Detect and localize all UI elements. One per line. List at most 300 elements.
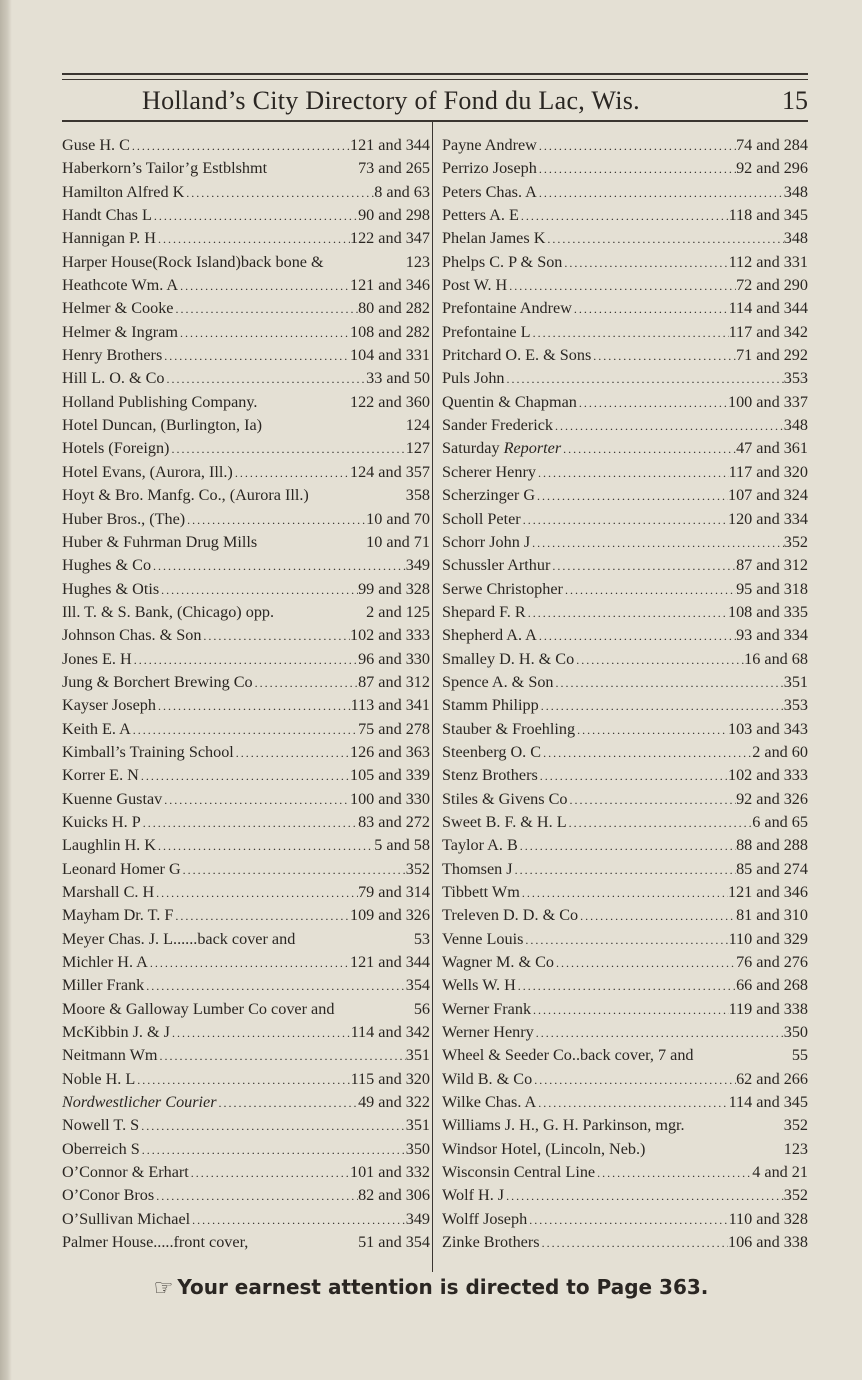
dot-leader (530, 532, 784, 554)
index-entry (442, 1161, 808, 1184)
dot-leader (541, 742, 752, 764)
dot-leader (132, 649, 358, 671)
entry-name: Jung & Borchert Brewing Co (62, 672, 253, 691)
dot-leader (535, 485, 728, 507)
entry-page-ref: 123 (783, 1139, 808, 1158)
dot-leader (165, 368, 367, 390)
entry-page-ref: 348 (783, 229, 808, 248)
entry-name: Henry Brothers (62, 346, 163, 365)
entry-name: Neitmann Wm (62, 1046, 158, 1065)
dot-leader (154, 1185, 358, 1207)
dot-leader (595, 1162, 752, 1184)
dot-leader (550, 555, 736, 577)
entry-page-ref: 120 and 334 (727, 509, 808, 528)
entry-page-ref: 80 and 282 (358, 299, 430, 318)
entry-name: Ill. T. & S. Bank, (Chicago) opp. (62, 602, 275, 621)
entry-page-ref: 2 and 125 (366, 602, 430, 621)
pointing-hand-icon: ☞ (153, 1276, 174, 1301)
entry-page-ref: 76 and 276 (736, 953, 808, 972)
index-entry (442, 998, 808, 1021)
entry-name: Zinke Brothers (442, 1233, 540, 1252)
entry-name: Huber & Fuhrman Drug Mills (62, 532, 258, 551)
index-entry (62, 321, 430, 344)
entry-name: Kimball’s Training School (62, 742, 234, 761)
index-entry (62, 1091, 430, 1114)
entry-page-ref: 93 and 334 (736, 626, 808, 645)
entry-name: Puls John (442, 369, 505, 388)
entry-page-ref: 352 (783, 532, 808, 551)
index-entry (442, 157, 808, 180)
entry-name: Nordwestlicher Courier (62, 1093, 217, 1112)
dot-leader (141, 812, 358, 834)
entry-page-ref: 121 and 344 (349, 953, 430, 972)
index-entry (442, 321, 808, 344)
entry-page-ref: 16 and 68 (744, 649, 808, 668)
left-column-index (62, 134, 430, 1255)
entry-page-ref: 55 (791, 1046, 808, 1065)
entry-page-ref: 352 (783, 1116, 808, 1135)
index-entry (62, 1021, 430, 1044)
entry-name: Wild B. & Co (442, 1069, 533, 1088)
entry-page-ref: 115 and 320 (350, 1069, 430, 1088)
index-entry (442, 274, 808, 297)
entry-page-ref: 53 (413, 929, 430, 948)
entry-name: Hotel Duncan, (Burlington, Ia) (62, 416, 263, 435)
entry-name: Hughes & Otis (62, 579, 160, 598)
entry-page-ref: 90 and 298 (358, 206, 430, 225)
index-entry (442, 974, 808, 997)
entry-name: Peters Chas. A (442, 182, 537, 201)
entry-name: Stenz Brothers (442, 766, 538, 785)
index-entry (442, 648, 808, 671)
dot-leader (567, 812, 753, 834)
index-entry (442, 928, 808, 951)
entry-name: Thomsen J (442, 859, 513, 878)
header-rule-top-thin (62, 79, 808, 80)
entry-name: Meyer Chas. J. L......back cover and (62, 929, 296, 948)
dot-leader (144, 975, 405, 997)
entry-name: Palmer House.....front cover, (62, 1233, 249, 1252)
entry-page-ref: 72 and 290 (736, 276, 808, 295)
entry-page-ref: 4 and 21 (752, 1163, 808, 1182)
entry-name: Schorr John J (442, 532, 531, 551)
dot-leader (170, 1022, 351, 1044)
dot-leader (519, 205, 729, 227)
entry-name: Moore & Galloway Lumber Co cover and (62, 999, 335, 1018)
entry-page-ref: 104 and 331 (349, 346, 430, 365)
entry-page-ref: 349 (405, 1209, 430, 1228)
entry-page-ref: 126 and 363 (349, 742, 430, 761)
entry-name: Saturday (442, 439, 500, 458)
index-entry (62, 1114, 430, 1137)
index-entry (442, 1091, 808, 1114)
right-column-index (442, 134, 808, 1255)
dot-leader (527, 1209, 728, 1231)
entry-name: Johnson Chas. & Son (62, 626, 202, 645)
dot-leader (518, 835, 736, 857)
entry-name: Payne Andrew (442, 136, 537, 154)
entry-name: Williams J. H., G. H. Parkinson, mgr. (442, 1116, 685, 1135)
entry-page-ref: 74 and 284 (736, 136, 808, 154)
entry-page-ref: 114 and 345 (728, 1093, 808, 1112)
index-entry (62, 1161, 430, 1184)
dot-leader (135, 1069, 350, 1091)
entry-name: Kuicks H. P (62, 812, 141, 831)
entry-page-ref: 71 and 292 (736, 346, 808, 365)
dot-leader (159, 579, 358, 601)
entry-page-ref: 107 and 324 (727, 486, 808, 505)
entry-page-ref: 110 and 328 (728, 1209, 808, 1228)
entry-page-ref: 354 (405, 976, 430, 995)
entry-name: Wagner M. & Co (442, 953, 554, 972)
entry-name: Hannigan P. H (62, 229, 156, 248)
index-entry (62, 811, 430, 834)
entry-name: Hotel Evans, (Aurora, Ill.) (62, 462, 233, 481)
index-entry (62, 671, 430, 694)
entry-page-ref: 88 and 288 (736, 836, 808, 855)
entry-page-ref: 96 and 330 (358, 649, 430, 668)
index-entry (62, 1231, 430, 1254)
entry-page-ref: 353 (783, 369, 808, 388)
entry-page-ref: 352 (783, 1186, 808, 1205)
header-rule-bottom (62, 120, 808, 122)
entry-page-ref: 108 and 282 (349, 322, 430, 341)
dot-leader (554, 952, 736, 974)
entry-name: Wheel & Seeder Co..back cover, 7 and (442, 1046, 694, 1065)
entry-page-ref: 109 and 326 (349, 906, 430, 925)
entry-page-ref: 124 and 357 (349, 462, 430, 481)
index-entry (442, 414, 808, 437)
entry-name: Post W. H (442, 276, 508, 295)
page-number: 15 (782, 86, 808, 115)
index-entry (442, 951, 808, 974)
index-entry (442, 671, 808, 694)
entry-page-ref: 47 and 361 (736, 439, 808, 458)
dot-leader (184, 182, 374, 204)
index-entry (62, 274, 430, 297)
index-entry (442, 624, 808, 647)
entry-page-ref: 51 and 354 (358, 1233, 430, 1252)
index-entry (442, 601, 808, 624)
index-entry (442, 1021, 808, 1044)
index-entry (62, 624, 430, 647)
page-binding-edge (0, 0, 12, 1380)
entry-page-ref: 349 (405, 556, 430, 575)
index-entry (442, 904, 808, 927)
entry-page-ref: 110 and 329 (728, 929, 808, 948)
dot-leader (577, 392, 728, 414)
dot-leader (531, 999, 729, 1021)
entry-name: Pritchard O. E. & Sons (442, 346, 592, 365)
index-entry (62, 764, 430, 787)
entry-page-ref: 87 and 312 (358, 672, 430, 691)
entry-page-ref: 352 (405, 859, 430, 878)
index-entry (62, 134, 430, 157)
entry-name: Hill L. O. & Co (62, 369, 165, 388)
dot-leader (174, 298, 359, 320)
entry-page-ref: 121 and 346 (727, 883, 808, 901)
index-entry (62, 741, 430, 764)
footer-text: Your earnest attention is directed to Page 363. (177, 1275, 709, 1299)
dot-leader (545, 228, 783, 250)
dot-leader (217, 1092, 359, 1114)
entry-page-ref: 348 (783, 182, 808, 201)
entry-name: Scholl Peter (442, 509, 521, 528)
entry-name: Scherzinger G (442, 486, 536, 505)
entry-page-ref: 75 and 278 (358, 719, 430, 738)
index-entry (442, 741, 808, 764)
index-entry (62, 951, 430, 974)
entry-name: Perrizo Joseph (442, 159, 537, 178)
dot-leader (516, 975, 736, 997)
entry-page-ref: 85 and 274 (736, 859, 808, 878)
dot-leader (507, 275, 736, 297)
dot-leader (572, 298, 729, 320)
entry-page-ref: 79 and 314 (358, 883, 430, 901)
entry-name: Wisconsin Central Line (442, 1163, 596, 1182)
entry-name: McKibbin J. & J (62, 1023, 170, 1042)
entry-page-ref: 102 and 333 (349, 626, 430, 645)
dot-leader (151, 555, 406, 577)
entry-page-ref: 56 (413, 999, 430, 1018)
entry-name: Heathcote Wm. A (62, 276, 179, 295)
index-entry (442, 134, 808, 157)
entry-page-ref: 73 and 265 (358, 159, 430, 178)
entry-name: Haberkorn’s Tailor’g Estblshmt (62, 159, 268, 178)
index-entry (62, 928, 430, 951)
entry-name: Wells W. H (442, 976, 516, 995)
entry-name: Michler H. A (62, 953, 148, 972)
index-entry (62, 881, 430, 904)
index-entry (62, 297, 430, 320)
footer-notice (0, 1275, 862, 1301)
index-entry (62, 414, 430, 437)
entry-name: Venne Louis (442, 929, 524, 948)
entry-page-ref: 8 and 63 (374, 182, 430, 201)
entry-name: Laughlin H. K (62, 836, 156, 855)
index-entry (62, 461, 430, 484)
page-header (62, 82, 808, 118)
entry-name: Sweet B. F. & H. L (442, 812, 567, 831)
entry-name: Hoyt & Bro. Manfg. Co., (Aurora Ill.) (62, 486, 309, 505)
index-entry (62, 391, 430, 414)
dot-leader (531, 322, 729, 344)
entry-name: O’Sullivan Michael (62, 1209, 191, 1228)
index-entry (62, 204, 430, 227)
entry-page-ref: 122 and 360 (349, 392, 430, 411)
entry-name: Werner Frank (442, 999, 532, 1018)
dot-leader (178, 275, 350, 297)
dot-leader (156, 228, 350, 250)
dot-leader (152, 205, 358, 227)
entry-page-ref: 106 and 338 (727, 1233, 808, 1252)
entry-page-ref: 124 (405, 416, 430, 435)
index-entry (442, 811, 808, 834)
dot-leader (534, 1022, 784, 1044)
entry-name: O’Conor Bros (62, 1186, 155, 1205)
entry-page-ref: 105 and 339 (349, 766, 430, 785)
entry-page-ref: 92 and 296 (736, 159, 808, 178)
index-entry (442, 204, 808, 227)
entry-page-ref: 2 and 60 (752, 742, 808, 761)
index-entry (442, 391, 808, 414)
index-entry (442, 344, 808, 367)
entry-page-ref: 103 and 343 (727, 719, 808, 738)
dot-leader (526, 602, 728, 624)
entry-page-ref: 95 and 318 (736, 579, 808, 598)
entry-page-ref: 353 (783, 696, 808, 715)
dot-leader (523, 929, 728, 951)
entry-name: Treleven D. D. & Co (442, 906, 579, 925)
index-entry (442, 1184, 808, 1207)
entry-page-ref: 108 and 335 (727, 602, 808, 621)
entry-page-ref: 5 and 58 (374, 836, 430, 855)
entry-page-ref: 100 and 337 (727, 392, 808, 411)
entry-page-ref: 117 and 320 (728, 462, 808, 481)
dot-leader (139, 765, 350, 787)
index-entry (62, 181, 430, 204)
entry-name: Windsor Hotel, (Lincoln, Neb.) (442, 1139, 646, 1158)
entry-name: Handt Chas L (62, 206, 152, 225)
dot-leader (540, 1232, 728, 1254)
entry-page-ref: 81 and 310 (736, 906, 808, 925)
index-entry (442, 764, 808, 787)
entry-name: Noble H. L (62, 1069, 136, 1088)
entry-name: Miller Frank (62, 976, 145, 995)
dot-leader (575, 719, 728, 741)
dot-leader (140, 1139, 406, 1161)
dot-leader (234, 742, 350, 764)
index-entry (442, 1114, 808, 1137)
entry-name: Werner Henry (442, 1023, 534, 1042)
index-entry (62, 484, 430, 507)
entry-name: Phelps C. P & Son (442, 252, 563, 271)
index-entry (62, 1138, 430, 1161)
dot-leader (537, 625, 736, 647)
entry-name: Hamilton Alfred K (62, 182, 185, 201)
index-entry (62, 251, 430, 274)
entry-page-ref: 101 and 332 (349, 1163, 430, 1182)
index-entry (442, 858, 808, 881)
entry-name: Oberreich S (62, 1139, 140, 1158)
dot-leader (156, 835, 374, 857)
entry-name: Taylor A. B (442, 836, 518, 855)
dot-leader (554, 672, 784, 694)
index-entry (62, 998, 430, 1021)
page-title: Holland’s City Directory of Fond du Lac, Wis. (142, 86, 640, 115)
index-entry (442, 694, 808, 717)
index-entry (62, 1068, 430, 1091)
entry-name: Spence A. & Son (442, 672, 554, 691)
entry-page-ref: 127 (405, 439, 430, 458)
dot-leader (169, 438, 405, 460)
index-entry (442, 554, 808, 577)
entry-page-ref: 348 (783, 416, 808, 435)
index-entry (442, 508, 808, 531)
entry-name: Tibbett Wm (442, 883, 520, 901)
dot-leader (538, 765, 728, 787)
entry-page-ref: 92 and 326 (736, 789, 808, 808)
entry-name: Serwe Christopher (442, 579, 563, 598)
entry-name: Guse H. C (62, 136, 130, 154)
entry-page-ref: 351 (405, 1116, 430, 1135)
index-entry (442, 461, 808, 484)
index-entry (62, 554, 430, 577)
index-entry (62, 227, 430, 250)
index-entry (62, 531, 430, 554)
entry-name: Hotels (Foreign) (62, 439, 170, 458)
entry-name: Shepherd A. A (442, 626, 537, 645)
entry-name: Sander Frederick (442, 416, 554, 435)
dot-leader (154, 882, 358, 904)
index-entry (62, 508, 430, 531)
entry-page-ref: 122 and 347 (349, 229, 430, 248)
entry-page-ref: 118 and 345 (728, 206, 808, 225)
entry-name: Shepard F. R (442, 602, 526, 621)
dot-leader (521, 509, 728, 531)
entry-name: Stamm Philipp (442, 696, 539, 715)
entry-name: Korrer E. N (62, 766, 139, 785)
index-entry (62, 601, 430, 624)
dot-leader (189, 1162, 350, 1184)
index-entry (442, 227, 808, 250)
entry-name: Prefontaine L (442, 322, 531, 341)
dot-leader (562, 252, 728, 274)
entry-page-ref: 100 and 330 (349, 789, 430, 808)
dot-leader (520, 882, 728, 904)
entry-name: Smalley D. H. & Co (442, 649, 575, 668)
entry-page-ref: 351 (783, 672, 808, 691)
index-entry (442, 1068, 808, 1091)
dot-leader (537, 158, 736, 180)
index-entry (442, 1208, 808, 1231)
index-entry (62, 904, 430, 927)
entry-name: Jones E. H (62, 649, 132, 668)
entry-name: Stauber & Froehling (442, 719, 576, 738)
entry-page-ref: 121 and 344 (349, 136, 430, 154)
entry-name: O’Connor & Erhart (62, 1163, 189, 1182)
entry-name-italic: Reporter (503, 439, 562, 458)
index-entry (442, 881, 808, 904)
entry-name: Wolff Joseph (442, 1209, 528, 1228)
index-entry (442, 531, 808, 554)
entry-name: Holland Publishing Company. (62, 392, 258, 411)
entry-page-ref: 123 (405, 252, 430, 271)
entry-page-ref: 350 (405, 1139, 430, 1158)
index-entry (442, 251, 808, 274)
dot-leader (504, 1185, 784, 1207)
entry-page-ref: 119 and 338 (728, 999, 808, 1018)
index-entry (442, 367, 808, 390)
dot-leader (591, 345, 736, 367)
entry-name: Marshall C. H (62, 883, 155, 901)
entry-name: Wilke Chas. A (442, 1093, 537, 1112)
entry-page-ref: 87 and 312 (736, 556, 808, 575)
dot-leader (181, 859, 406, 881)
dot-leader (537, 135, 736, 157)
dot-leader (173, 905, 350, 927)
dot-leader (190, 1209, 406, 1231)
entry-page-ref: 350 (783, 1023, 808, 1042)
index-entry (442, 1138, 808, 1161)
index-entry (62, 367, 430, 390)
index-entry (442, 297, 808, 320)
dot-leader (253, 672, 358, 694)
dot-leader (505, 368, 784, 390)
entry-name: Scherer Henry (442, 462, 536, 481)
entry-page-ref: 358 (405, 486, 430, 505)
dot-leader (185, 509, 366, 531)
